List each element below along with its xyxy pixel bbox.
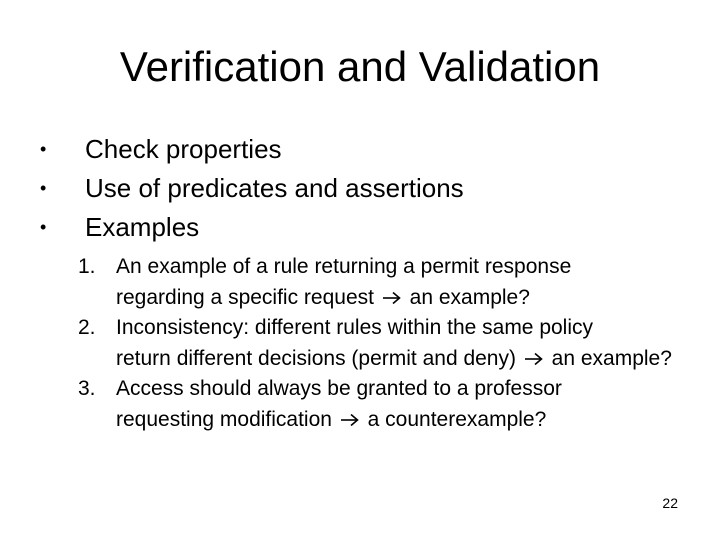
bullet-marker: • [40,139,47,159]
item-conclusion: an example? [551,346,672,370]
item-text-line2: return different decisions (permit and deny) [116,346,516,370]
item-number: 2. [78,316,96,339]
bullet-item [40,130,680,169]
right-arrow-icon [382,291,402,305]
item-number: 3. [78,377,96,400]
item-text-line1: Access should always be granted to a professor [116,377,562,400]
right-arrow-icon [524,352,544,366]
item-conclusion: a counterexample? [367,407,547,431]
right-arrow-icon [340,413,360,427]
item-number: 1. [78,255,96,278]
item-text-line1: An example of a rule returning a permit response [116,255,572,278]
item-text-line2: regarding a specific request [116,285,374,309]
item-conclusion: an example? [409,285,530,309]
page-number: 22 [662,495,678,511]
bullet-item [40,169,680,208]
slide-title: Verification and Validation [119,43,601,90]
numbered-item [78,313,678,374]
numbered-item [78,374,678,435]
bullet-marker: • [40,217,47,237]
bullet-list [40,130,680,247]
bullet-text: Examples [85,212,200,242]
bullet-item [40,208,680,247]
numbered-item [78,252,678,313]
numbered-list [78,252,678,435]
item-text-line1: Inconsistency: different rules within the same policy [116,316,594,339]
item-text-line2: requesting modification [116,407,332,431]
bullet-text: Check properties [85,134,282,164]
bullet-text: Use of predicates and assertions [85,173,464,203]
bullet-marker: • [40,178,47,198]
